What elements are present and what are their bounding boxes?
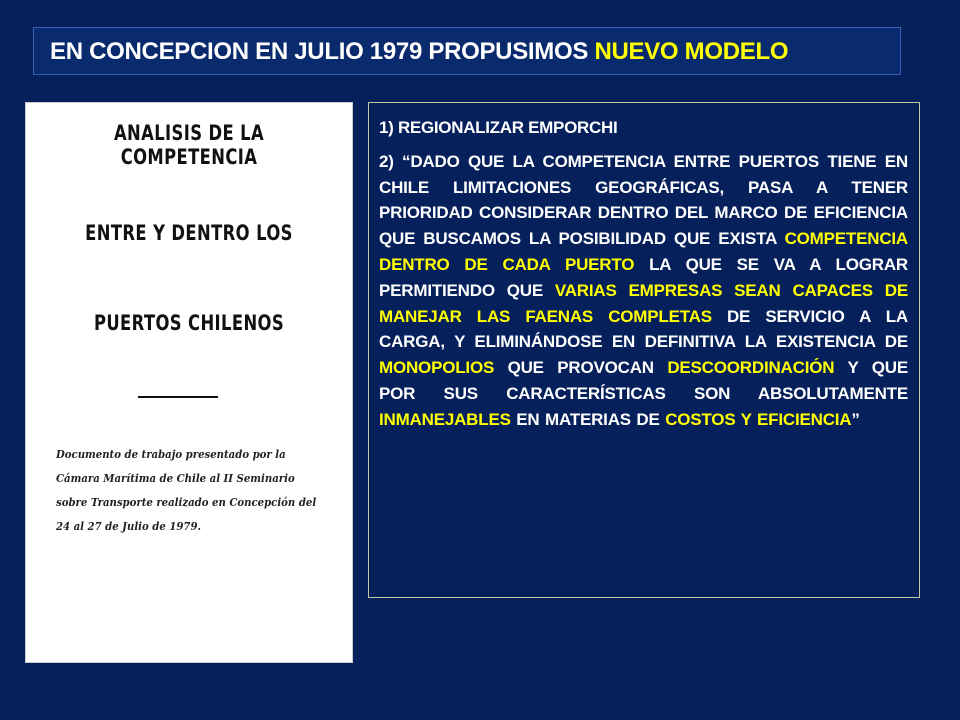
body-text: ” [851, 409, 860, 429]
document-heading-line3: PUERTOS CHILENOS [93, 311, 285, 335]
proposal-item-2 [379, 149, 908, 433]
document-caption: Documento de trabajo presentado por la Cámara Marítima de Chile al II Seminario sobre Transporte realizado en Concepción del 24 al 27 de Julio de 1979. [56, 448, 317, 533]
proposal-text-box [368, 102, 920, 598]
title-highlight: NUEVO MODELO [594, 38, 789, 65]
body-text: EN MATERIAS DE [510, 409, 666, 429]
slide-title [33, 27, 901, 75]
document-heading-line1: ANALISIS DE LA COMPETENCIA [113, 121, 265, 169]
document-divider [138, 396, 218, 398]
document-heading-line2: ENTRE Y DENTRO LOS [85, 221, 293, 245]
body-text: QUE PROVOCAN [494, 358, 668, 378]
document-cover-image [25, 102, 353, 663]
highlighted-text: COMPETENCIA DENTRO DE CADA PUERTO [379, 229, 908, 274]
highlighted-text: INMANEJABLES [379, 409, 511, 429]
highlighted-text: DESCOORDINACIÓN [667, 358, 835, 378]
highlighted-text: VARIAS EMPRESAS SEAN CAPACES DE MANEJAR LAS FAENAS COMPLETAS [379, 280, 908, 326]
proposal-item-1: 1) REGIONALIZAR EMPORCHI [379, 118, 618, 137]
highlighted-text: COSTOS Y EFICIENCIA [665, 409, 852, 429]
body-text: DE SERVICIO A LA CARGA, Y ELIMINÁNDOSE EN DEFINITIVA LA EXISTENCIA DE [379, 306, 908, 352]
body-text: Y QUE POR SUS CARACTERÍSTICAS SON ABSOLUTAMENTE [379, 358, 908, 403]
highlighted-text: MONOPOLIOS [379, 358, 495, 378]
title-prefix: EN CONCEPCION EN JULIO 1979 PROPUSIMOS [50, 38, 595, 65]
body-text: LA QUE SE VA A LOGRAR PERMITIENDO QUE [379, 254, 909, 300]
body-text: 2) “DADO QUE LA COMPETENCIA ENTRE PUERTOS TIENE EN CHILE LIMITACIONES GEOGRÁFICAS, PASA A TENER PRIORIDAD CONSIDERAR DENTRO DEL MARCO DE EFICIENCIA QUE BUSCAMOS LA POSIBILIDAD QUE EXISTA [379, 151, 908, 249]
